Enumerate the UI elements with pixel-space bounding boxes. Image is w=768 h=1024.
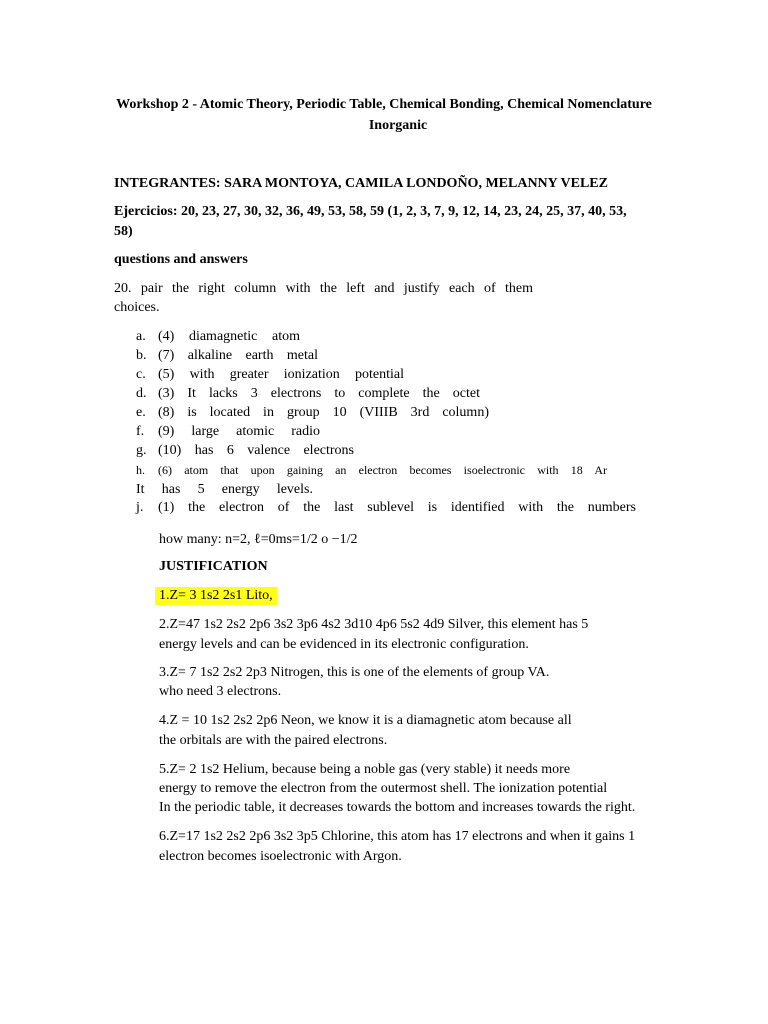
list-item-d (136, 385, 480, 403)
list-item-h (136, 461, 607, 479)
answer-3-line-1: 3.Z= 7 1s2 2s2 2p3 Nitrogen, this is one of the elements of group VA. (159, 665, 550, 680)
list-marker: g. (136, 443, 147, 458)
answer-5-line-1: 5.Z= 2 1s2 Helium, because being a noble gas (very stable) it needs more (159, 762, 571, 777)
list-item-f (136, 423, 320, 441)
list-item-text: (5) with greater ionization potential (158, 367, 404, 382)
document-title-line-1: Workshop 2 - Atomic Theory, Periodic Table, Chemical Bonding, Chemical Nomenclature (116, 97, 652, 112)
list-item-text: (3) It lacks 3 electrons to complete the octet (158, 386, 480, 401)
answer-4-line-2: the orbitals are with the paired electrons. (159, 733, 388, 748)
list-item-j (136, 499, 636, 517)
list-item-a (136, 328, 300, 346)
list-item-c (136, 366, 404, 384)
list-item-g (136, 442, 354, 460)
answer-6-line-2: electron becomes isoelectronic with Argon. (159, 849, 402, 864)
exercises-line-1: Ejercicios: 20, 23, 27, 30, 32, 36, 49, 53, 58, 59 (1, 2, 3, 7, 9, 12, 14, 23, 24, 25, 37, 40, 53, (114, 204, 627, 219)
section-heading: questions and answers (114, 252, 248, 267)
question-20-line-2: choices. (114, 300, 160, 315)
list-item-b (136, 347, 318, 365)
answer-5-line-3: In the periodic table, it decreases towards the bottom and increases towards the right. (159, 800, 636, 815)
highlighted-answer-1: 1.Z= 3 1s2 2s1 Lito, (155, 587, 277, 605)
list-marker: d. (136, 386, 147, 401)
question-20-line-1: 20. pair the right column with the left and justify each of them (114, 281, 533, 296)
list-item-j-continuation: how many: n=2, ℓ=0ms=1/2 o −1/2 (159, 532, 358, 547)
list-item-text: (1) the electron of the last sublevel is identified with the numbers (158, 500, 636, 515)
exercises-line-2: 58) (114, 224, 133, 239)
answer-5-line-2: energy to remove the electron from the outermost shell. The ionization potential (159, 781, 608, 796)
list-marker: j. (136, 500, 144, 515)
list-marker: f. (136, 424, 145, 439)
list-item-h-continuation: It has 5 energy levels. (136, 482, 313, 497)
list-item-text: (9) large atomic radio (158, 424, 320, 439)
list-marker: b. (136, 348, 147, 363)
list-marker: c. (136, 367, 146, 382)
document-title-line-2: Inorganic (368, 118, 428, 133)
answer-3-line-2: who need 3 electrons. (159, 684, 282, 699)
list-item-text: (7) alkaline earth metal (158, 348, 318, 363)
list-marker: a. (136, 329, 146, 344)
list-marker: h. (136, 463, 145, 477)
answer-1 (155, 587, 277, 605)
answer-6-line-1: 6.Z=17 1s2 2s2 2p6 3s2 3p5 Chlorine, this atom has 17 electrons and when it gains 1 (159, 829, 636, 844)
members-line: INTEGRANTES: SARA MONTOYA, CAMILA LONDOÑO, MELANNY VELEZ (114, 176, 608, 191)
list-item-text: (8) is located in group 10 (VIIIB 3rd column) (158, 405, 489, 420)
justification-heading: JUSTIFICATION (159, 559, 268, 574)
answer-2-line-1: 2.Z=47 1s2 2s2 2p6 3s2 3p6 4s2 3d10 4p6 5s2 4d9 Silver, this element has 5 (159, 617, 589, 632)
answer-4-line-1: 4.Z = 10 1s2 2s2 2p6 Neon, we know it is a diamagnetic atom because all (159, 713, 572, 728)
list-item-text: (10) has 6 valence electrons (158, 443, 354, 458)
list-item-text: (6) atom that upon gaining an electron becomes isoelectronic with 18 Ar (158, 463, 607, 477)
list-marker: e. (136, 405, 146, 420)
list-item-text: (4) diamagnetic atom (158, 329, 300, 344)
answer-2-line-2: energy levels and can be evidenced in its electronic configuration. (159, 637, 529, 652)
list-item-e (136, 404, 489, 422)
